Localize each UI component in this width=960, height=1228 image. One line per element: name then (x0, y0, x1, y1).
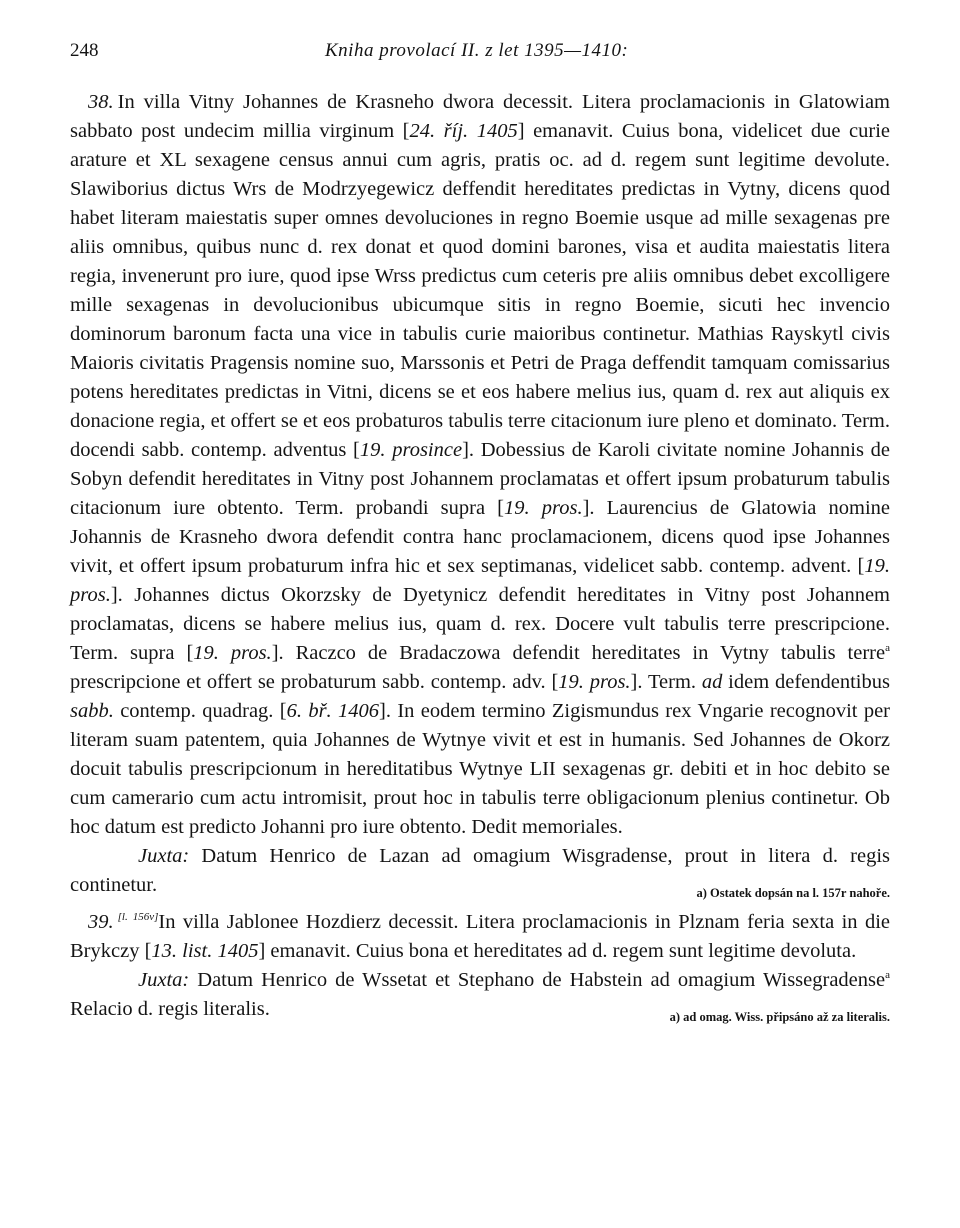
entry-text: ]. Johannes dictus Okorzsky de Dyetynicz defendit hereditates in Vitny post Johannem proclamatas, dicens se habere melius ius, quam d. rex. Docere vult tabulis terre prescripcione. Term. supra [ (70, 584, 890, 664)
footnote-marker: a (885, 969, 890, 982)
date-annotation: 19. pros. (504, 497, 583, 519)
juxta-paragraph (70, 966, 890, 1024)
date-annotation: 19. pros. (193, 642, 272, 664)
date-annotation: 13. list. 1405 (151, 940, 259, 962)
date-annotation: 19. pros. (558, 671, 631, 693)
entry-text: prescripcione et offert se probaturum sabb. contemp. adv. [ (70, 671, 559, 693)
entry-text: contemp. quadrag. [ (113, 700, 287, 722)
footnote: a) Ostatek dopsán na l. 157r nahoře. (696, 886, 890, 900)
footnote-marker: a (885, 642, 890, 655)
date-annotation: 24. říj. 1405 (409, 120, 518, 142)
editorial-italic: ad (701, 671, 723, 693)
juxta-label: Juxta: (138, 845, 190, 867)
entry-text: ]. Dobessius de Karoli civitate nomine Johannis de Sobyn defendit hereditates in Vitny post Johannem proclamatas et offert ipsum probaturum tabulis citacionum iure obtento. Term. probandi supra [ (70, 439, 890, 519)
entry-text: In villa Jablonee Hozdierz decessit. Litera proclamacionis in Plznam feria sexta in die Brykczy [ (70, 911, 891, 962)
page-header (70, 40, 894, 70)
entry-38 (70, 88, 890, 842)
entry-number: 38. (88, 91, 114, 113)
entry-text: ]. In eodem termino Zigismundus rex Vngarie recognovit per literam suam patentem, quia Johannes de Wytnye vivit et est in humanis. Sed Johannes de Okorz docuit tabulis prescripcionum in hereditatibus Wytnye LII sexagenas gr. debiti et in hoc debito se cum camerario cum actu intromisit, prout hoc in tabulis terre obligacionum plenius continetur. Ob hoc datum est predicto Johanni pro iure obtento. Dedit memoriales. (70, 700, 891, 838)
entry-text: ]. Laurencius de Glatowia nomine Johannis de Krasneho dwora defendit contra hanc proclamacionem, dicens quod ipse Johannes vivit, et offert ipsum probaturum infra hic et sex septimanas, videlicet sabb. contemp. advent. [ (70, 497, 890, 577)
juxta-text: Datum Henrico de Lazan ad omagium Wisgradense, prout in litera d. regis continetur. (70, 845, 890, 896)
footnote: a) ad omag. Wiss. připsáno až za literalis. (669, 1010, 890, 1024)
editorial-italic: sabb. (70, 700, 114, 722)
page-body (70, 88, 890, 1032)
date-annotation: 19. pros. (70, 555, 890, 606)
date-annotation: 6. bř. 1406 (286, 700, 380, 722)
entry-text: ]. Term. (630, 671, 702, 693)
juxta-paragraph (70, 842, 890, 900)
entry-39 (70, 908, 890, 966)
folio-reference: [l. 156v] (117, 911, 159, 924)
entry-text: ]. Raczco de Bradaczowa defendit hereditates in Vytny tabulis terre (271, 642, 886, 664)
entry-text: ] emanavit. Cuius bona, videlicet due curie arature et XL sexagene census annui cum agris, pratis oc. ad d. regem sunt legitime devolute. Slawiborius dictus Wrs de Modrzyegewicz deffendit hereditates predictas in Vytny, dicens quod habet literam maiestatis super omnes devoluciones in regno Boemie usque ad mille sexagenas pre aliis omnibus, quibus nunc d. rex donat et quod domini barones, visa et audita maiestatis litera regia, invenerunt pro iure, quod ipse Wrss predictus cum ceteris pre aliis omnibus debet excolligere mille sexagenas in devolucionibus ubicumque sitis in regno Boemie, sicuti hec invencio dominorum baronum facta una vice in tabulis curie maioribus continetur. Mathias Rayskytl civis Maioris civitatis Pragensis nomine suo, Marssonis et Petri de Praga deffendit tamquam comissarius potens hereditates predictas in Vitni, dicens se et eos habere melius ius, quam d. rex aut aliquis ex donacione regia, et offert se et eos probaturos tabulis terre citacionum iure pleno et dominato. Term. docendi sabb. contemp. adventus [ (70, 120, 890, 461)
juxta-text: Datum Henrico de Wssetat et Stephano de Habstein ad omagium Wissegradense (189, 969, 886, 991)
juxta-label: Juxta: (138, 969, 190, 991)
entry-text: idem defendentibus (722, 671, 890, 693)
running-title: Kniha provolací II. z let 1395—1410: (325, 40, 629, 61)
page-number: 248 (70, 40, 99, 61)
entry-number: 39. (88, 911, 114, 933)
date-annotation: 19. prosince (359, 439, 463, 461)
juxta-text: Relacio d. regis literalis. (70, 998, 270, 1020)
entry-text: In villa Vitny Johannes de Krasneho dwora decessit. Litera proclamacionis in Glatowiam sabbato post undecim millia virginum [ (70, 91, 890, 142)
entry-text: ] emanavit. Cuius bona et hereditates ad d. regem sunt legitime devoluta. (258, 940, 857, 962)
